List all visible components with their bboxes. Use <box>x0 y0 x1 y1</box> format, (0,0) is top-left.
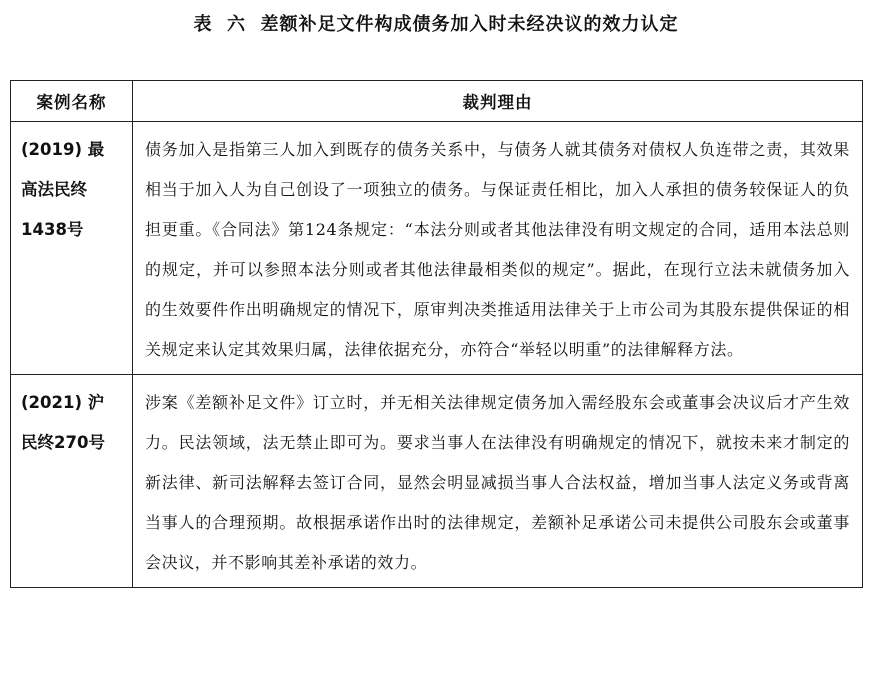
ruling-reason-cell: 涉案《差额补足文件》订立时，并无相关法律规定债务加入需经股东会或董事会决议后才产生效力。民法领域，法无禁止即可为。要求当事人在法律没有明确规定的情况下，就按未来才制定的新法律、新司法解释去签订合同，显然会明显减损当事人合法权益，增加当事人法定义务或背离当事人的合理预期。故根据承诺作出时的法律规定，差额补足承诺公司未提供公司股东会或董事会决议，并不影响其差补承诺的效力。 <box>133 375 863 588</box>
table-header-row <box>11 81 863 122</box>
header-case-name: 案例名称 <box>11 81 133 122</box>
case-name-line: 1438号 <box>21 220 84 239</box>
table-title: 表 六 差额补足文件构成债务加入时未经决议的效力认定 <box>193 14 679 35</box>
case-name-line: (2019) 最 <box>21 140 105 159</box>
case-name-cell <box>11 375 133 588</box>
case-name-line: 民终270号 <box>21 433 105 452</box>
ruling-table <box>10 80 863 588</box>
table-row <box>11 122 863 375</box>
case-name-line: (2021) 沪 <box>21 393 105 412</box>
table-row <box>11 375 863 588</box>
header-ruling-reason: 裁判理由 <box>133 81 863 122</box>
case-name-line: 高法民终 <box>21 180 87 199</box>
ruling-reason-cell: 债务加入是指第三人加入到既存的债务关系中，与债务人就其债务对债权人负连带之责，其效果相当于加入人为自己创设了一项独立的债务。与保证责任相比，加入人承担的债务较保证人的负担更重。《合同法》第124条规定：“本法分则或者其他法律没有明文规定的合同，适用本法总则的规定，并可以参照本法分则或者其他法律最相类似的规定”。据此，在现行立法未就债务加入的生效要件作出明确规定的情况下，原审判决类推适用法律关于上市公司为其股东提供保证的相关规定来认定其效果归属，法律依据充分，亦符合“举轻以明重”的法律解释方法。 <box>133 122 863 375</box>
case-name-cell <box>11 122 133 375</box>
